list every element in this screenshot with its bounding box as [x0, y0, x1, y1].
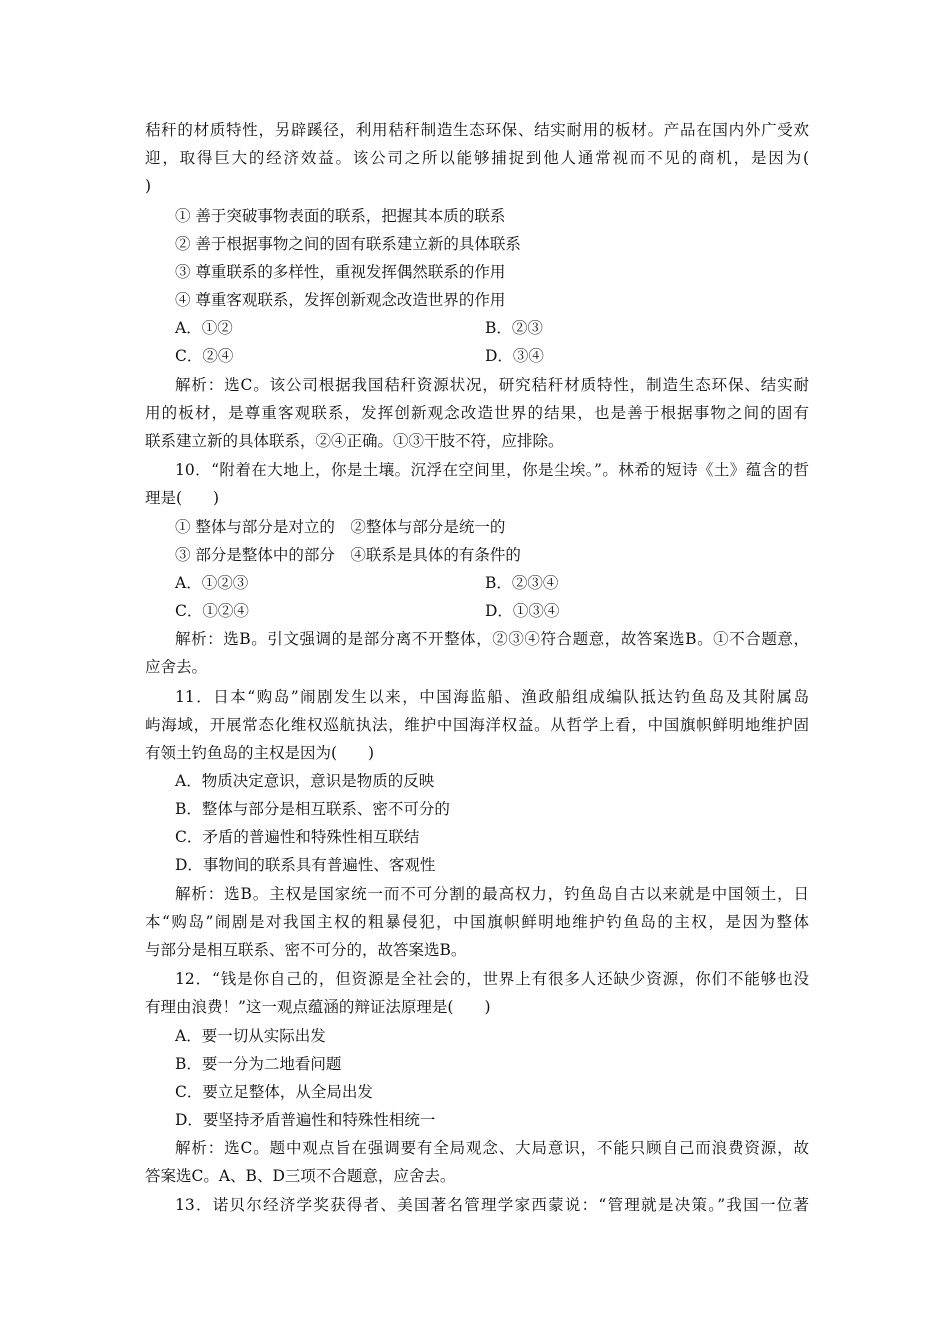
question-10-options-row: [0, 569, 950, 597]
question-11-analysis-line: [0, 908, 950, 936]
option-d: D．③④: [485, 347, 544, 365]
option-d: D．要坚持矛盾普遍性和特殊性相统一: [175, 1111, 436, 1129]
option-c: C．②④: [175, 347, 234, 365]
question-9-stem-text: ): [145, 177, 152, 195]
option-a: A．物质决定意识，意识是物质的反映: [175, 772, 435, 790]
option-a: A．①②③: [175, 574, 249, 592]
option-c: C．矛盾的普遍性和特殊性相互联结: [175, 828, 420, 846]
statement-text: ② 善于根据事物之间的固有联系建立新的具体联系: [175, 235, 521, 253]
question-12-option: [0, 1050, 950, 1078]
statement-text: ③ 尊重联系的多样性，重视发挥偶然联系的作用: [175, 263, 506, 281]
question-12-option: [0, 1022, 950, 1050]
question-10-statement: [0, 541, 950, 569]
question-12-stem-line: [0, 965, 950, 993]
analysis-text: 联系建立新的具体联系，②④正确。①③干肢不符，应排除。: [145, 432, 564, 450]
question-9-stem-line: [0, 172, 950, 200]
question-10-statement: [0, 513, 950, 541]
question-9-statement: [0, 286, 950, 314]
analysis-text: 答案选C。A、B、D三项不合题意，应舍去。: [145, 1167, 456, 1185]
question-11-analysis-line: [0, 936, 950, 964]
statement-text: ③ 部分是整体中的部分 ④联系是具体的有条件的: [175, 546, 521, 564]
question-9-analysis-line: [0, 399, 950, 427]
question-11-stem-text: 11．日本“购岛”闹剧发生以来，中国海监船、渔政船组成编队抵达钓鱼岛及其附属岛: [175, 688, 809, 706]
question-11-option: [0, 823, 950, 851]
analysis-text: 解析：选B。主权是国家统一而不可分割的最高权力，钓鱼岛自古以来就是中国领土，日: [175, 885, 809, 903]
statement-text: ④ 尊重客观联系，发挥创新观念改造世界的作用: [175, 291, 506, 309]
question-10-stem-line: [0, 456, 950, 484]
question-10-stem-text: 10．“附着在大地上，你是土壤。沉浮在空间里，你是尘埃。”。林希的短诗《土》蕴含的哲: [175, 461, 809, 479]
question-12-stem-text: 12．“钱是你自己的，但资源是全社会的，世界上有很多人还缺少资源，你们不能够也没: [175, 970, 809, 988]
question-9-stem-text: 秸秆的材质特性，另辟蹊径，利用秸秆制造生态环保、结实耐用的板材。产品在国内外广受欢: [145, 121, 809, 139]
question-11-stem-text: 屿海域，开展常态化维权巡航执法，维护中国海洋权益。从哲学上看，中国旗帜鲜明地维护固: [145, 716, 809, 734]
question-9-options-row: [0, 314, 950, 342]
question-12-analysis-line: [0, 1134, 950, 1162]
statement-text: ① 善于突破事物表面的联系，把握其本质的联系: [175, 207, 506, 225]
question-9-analysis-line: [0, 371, 950, 399]
question-11-option: [0, 767, 950, 795]
question-12-stem-line: [0, 993, 950, 1021]
question-12-stem-text: 有理由浪费！”这一观点蕴涵的辩证法原理是( ): [145, 998, 491, 1016]
question-13-stem-text: 13．诺贝尔经济学奖获得者、美国著名管理学家西蒙说：“管理就是决策。”我国一位著: [175, 1196, 809, 1214]
question-11-stem-line: [0, 739, 950, 767]
question-10-analysis-line: [0, 653, 950, 681]
option-c: C．①②④: [175, 602, 249, 620]
option-b: B．②③: [485, 319, 543, 337]
question-13-stem-line: [0, 1191, 950, 1219]
question-11-stem-text: 有领土钓鱼岛的主权是因为( ): [145, 744, 375, 762]
option-a: A．①②: [175, 319, 233, 337]
analysis-text: 解析：选C。题中观点旨在强调要有全局观念、大局意识，不能只顾自己而浪费资源，故: [175, 1139, 809, 1157]
question-9-statement: [0, 202, 950, 230]
analysis-text: 与部分是相互联系、密不可分的，故答案选B。: [145, 941, 467, 959]
question-12-option: [0, 1106, 950, 1134]
question-10-stem-text: 理是( ): [145, 489, 220, 507]
question-10-analysis-line: [0, 625, 950, 653]
question-11-option: [0, 851, 950, 879]
analysis-text: 解析：选B。引文强调的是部分离不开整体，②③④符合题意，故答案选B。①不合题意，: [175, 630, 809, 648]
option-b: B．要一分为二地看问题: [175, 1055, 342, 1073]
question-12-analysis-line: [0, 1162, 950, 1190]
question-9-statement: [0, 230, 950, 258]
question-12-option: [0, 1078, 950, 1106]
question-11-analysis-line: [0, 880, 950, 908]
question-11-stem-line: [0, 711, 950, 739]
option-c: C．要立足整体，从全局出发: [175, 1083, 373, 1101]
analysis-text: 应舍去。: [145, 658, 208, 676]
question-9-analysis-line: [0, 427, 950, 455]
question-11-option: [0, 795, 950, 823]
question-9-stem-line: [0, 116, 950, 144]
question-9-stem-text: 迎，取得巨大的经济效益。该公司之所以能够捕捉到他人通常视而不见的商机，是因为(: [145, 149, 809, 167]
question-11-stem-line: [0, 683, 950, 711]
option-a: A．要一切从实际出发: [175, 1027, 326, 1045]
statement-text: ① 整体与部分是对立的 ②整体与部分是统一的: [175, 518, 506, 536]
analysis-text: 用的板材，是尊重客观联系，发挥创新观念改造世界的结果，也是善于根据事物之间的固有: [145, 404, 809, 422]
question-9-stem-line: [0, 144, 950, 172]
question-10-stem-line: [0, 484, 950, 512]
option-b: B．②③④: [485, 574, 559, 592]
analysis-text: 解析：选C。该公司根据我国秸秆资源状况，研究秸秆材质特性，制造生态环保、结实耐: [175, 376, 809, 394]
option-d: D．事物间的联系具有普遍性、客观性: [175, 856, 436, 874]
option-d: D．①③④: [485, 602, 560, 620]
question-9-statement: [0, 258, 950, 286]
question-10-options-row: [0, 597, 950, 625]
analysis-text: 本“购岛”闹剧是对我国主权的粗暴侵犯，中国旗帜鲜明地维护钓鱼岛的主权，是因为整体: [145, 913, 809, 931]
option-b: B．整体与部分是相互联系、密不可分的: [175, 800, 450, 818]
question-9-options-row: [0, 342, 950, 370]
